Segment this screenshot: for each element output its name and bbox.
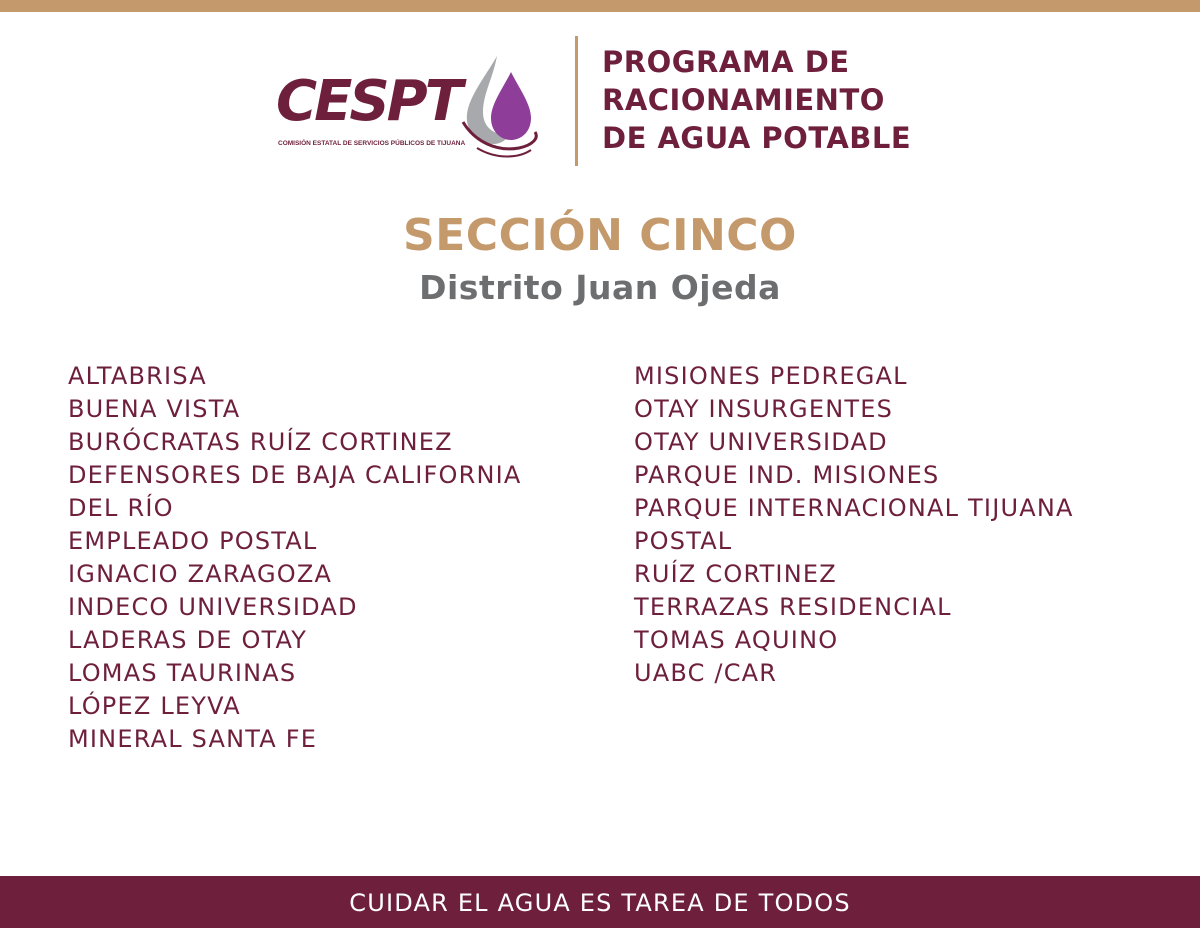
footer-bar [0,876,1200,928]
program-title-line: DE AGUA POTABLE [602,121,912,155]
list-item: OTAY INSURGENTES [634,395,894,423]
program-title-line: RACIONAMIENTO [602,83,885,117]
top-accent-bar [0,0,1200,12]
list-item: PARQUE IND. MISIONES [634,461,940,489]
list-item: EMPLEADO POSTAL [68,527,318,555]
logo-wordmark: CESPT [276,69,460,134]
program-title [602,43,911,157]
program-title-line: PROGRAMA DE [602,45,850,79]
list-item: INDECO UNIVERSIDAD [68,593,358,621]
list-item: LÓPEZ LEYVA [68,692,241,720]
section-title: SECCIÓN CINCO [403,210,797,261]
cespt-logo [272,52,552,162]
logo-subtitle: COMISIÓN ESTATAL DE SERVICIOS PÚBLICOS DE TIJUANA [278,140,466,147]
list-item: MISIONES PEDREGAL [634,362,908,390]
list-item: TOMAS AQUINO [634,626,839,654]
list-item: OTAY UNIVERSIDAD [634,428,888,456]
list-item: ALTABRISA [68,362,207,390]
water-drop-hand-icon [457,52,557,162]
list-item: DEL RÍO [68,494,174,522]
header [0,30,1200,170]
header-divider [575,36,578,166]
list-item: UABC /CAR [634,659,778,687]
neighborhood-list-right [634,360,1074,690]
list-item: IGNACIO ZARAGOZA [68,560,333,588]
list-item: POSTAL [634,527,733,555]
list-item: MINERAL SANTA FE [68,725,318,753]
list-item: BUENA VISTA [68,395,241,423]
district-name: Distrito Juan Ojeda [419,268,781,307]
list-item: RUÍZ CORTINEZ [634,560,837,588]
list-item: LOMAS TAURINAS [68,659,297,687]
list-item: LADERAS DE OTAY [68,626,308,654]
footer-slogan: CUIDAR EL AGUA ES TAREA DE TODOS [349,889,851,917]
list-item: TERRAZAS RESIDENCIAL [634,593,952,621]
neighborhood-list-left [68,360,522,756]
list-item: DEFENSORES DE BAJA CALIFORNIA [68,461,522,489]
list-item: BURÓCRATAS RUÍZ CORTINEZ [68,428,453,456]
list-item: PARQUE INTERNACIONAL TIJUANA [634,494,1074,522]
